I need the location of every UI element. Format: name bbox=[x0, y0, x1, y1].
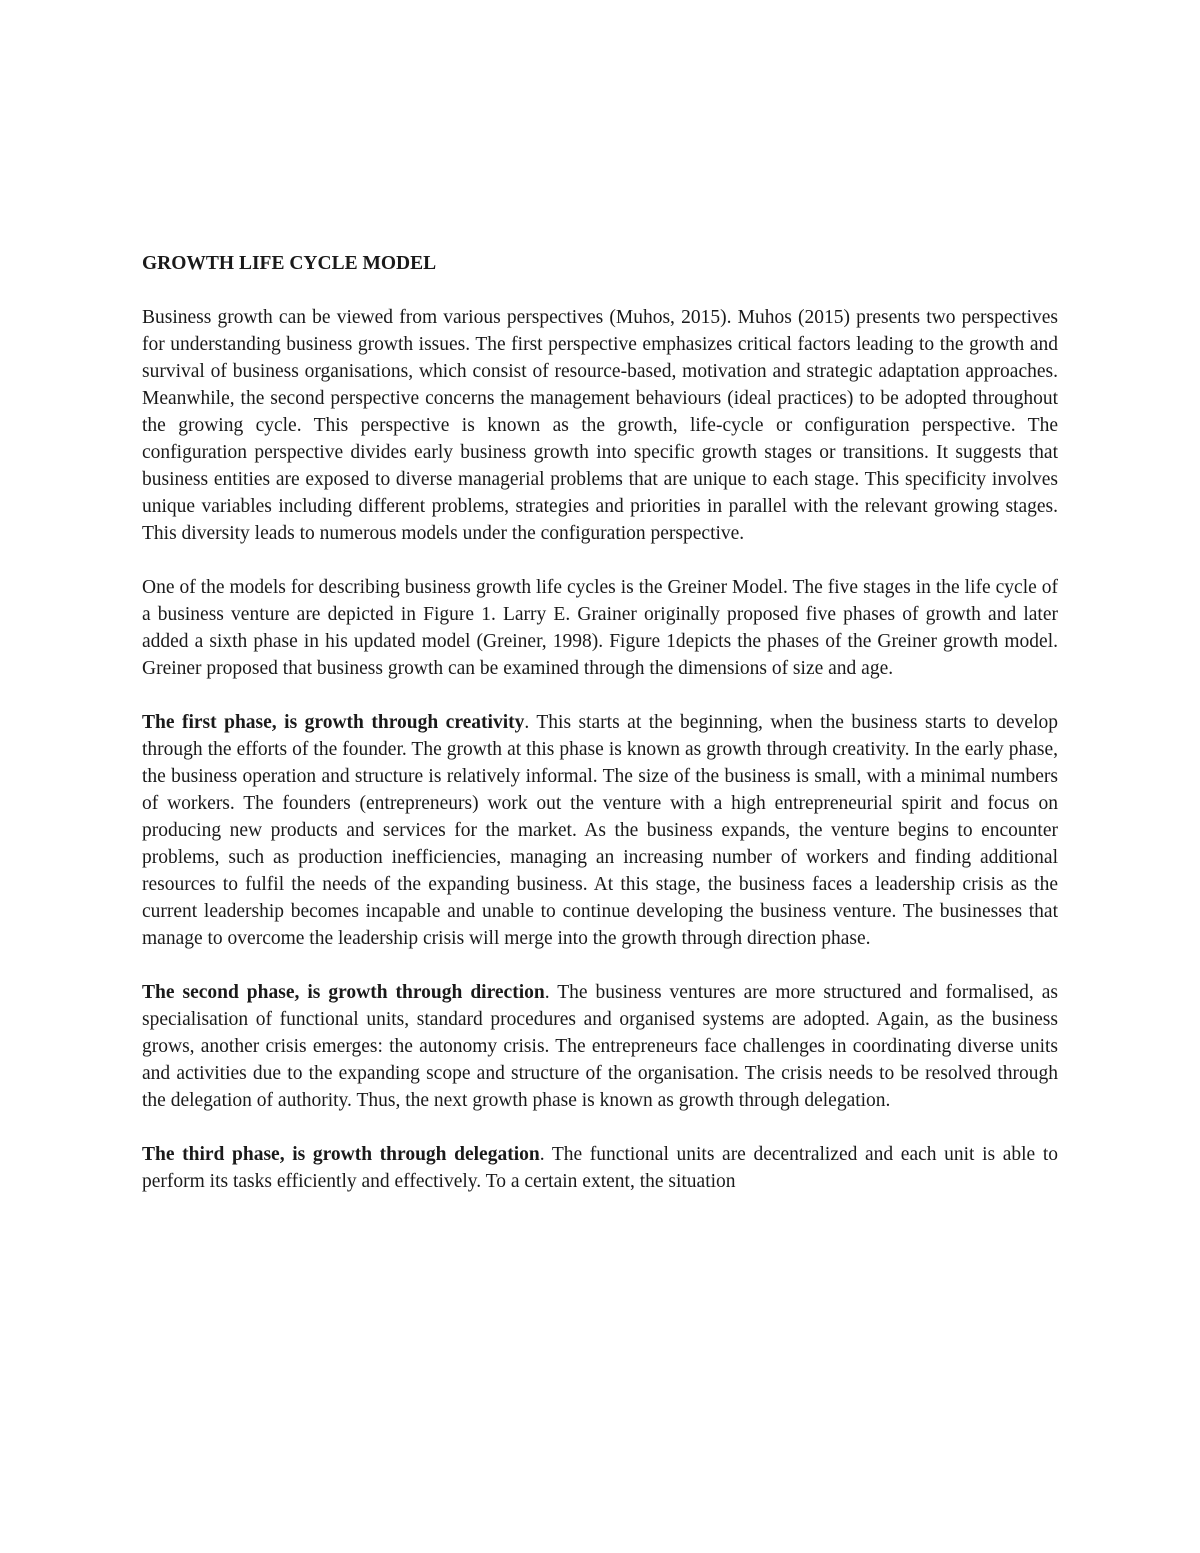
paragraph-lead: The third phase, is growth through delegation bbox=[142, 1144, 540, 1165]
document-page bbox=[142, 250, 1058, 1222]
paragraph-greiner-model bbox=[142, 574, 1058, 682]
paragraph-text: . The business ventures are more structured and formalised, as specialisation of functional units, standard procedures and organised systems are adopted. Again, as the business grows, another crisis emerges: the autonomy crisis. The entrepreneurs face challenges in coordinating diverse units and activities due to the expanding scope and structure of the organisation. The crisis needs to be resolved through the delegation of authority. Thus, the next growth phase is known as growth through delegation. bbox=[142, 982, 1058, 1111]
paragraph-third-phase bbox=[142, 1141, 1058, 1195]
paragraph-text: One of the models for describing business growth life cycles is the Greiner Model. The five stages in the life cycle of a business venture are depicted in Figure 1. Larry E. Grainer originally proposed five phases of growth and later added a sixth phase in his updated model (Greiner, 1998). Figure 1depicts the phases of the Greiner growth model. Greiner proposed that business growth can be examined through the dimensions of size and age. bbox=[142, 577, 1058, 679]
paragraph-text: . The functional units are decentralized and each unit is able to perform its tasks efficiently and effectively. To a certain extent, the situation bbox=[142, 1144, 1058, 1192]
paragraph-text: Business growth can be viewed from various perspectives (Muhos, 2015). Muhos (2015) presents two perspectives for understanding business growth issues. The first perspective emphasizes critical factors leading to the growth and survival of business organisations, which consist of resource-based, motivation and strategic adaptation approaches. Meanwhile, the second perspective concerns the management behaviours (ideal practices) to be adopted throughout the growing cycle. This perspective is known as the growth, life-cycle or configuration perspective. The configuration perspective divides early business growth into specific growth stages or transitions. It suggests that business entities are exposed to diverse managerial problems that are unique to each stage. This specificity involves unique variables including different problems, strategies and priorities in parallel with the relevant growing stages. This diversity leads to numerous models under the configuration perspective. bbox=[142, 307, 1058, 544]
document-title: GROWTH LIFE CYCLE MODEL bbox=[142, 253, 437, 274]
paragraph-lead: The second phase, is growth through direction bbox=[142, 982, 545, 1003]
paragraph-lead: The first phase, is growth through creativity bbox=[142, 712, 525, 733]
paragraph-first-phase bbox=[142, 709, 1058, 952]
paragraph-perspectives bbox=[142, 304, 1058, 547]
paragraph-text: . This starts at the beginning, when the business starts to develop through the efforts of the founder. The growth at this phase is known as growth through creativity. In the early phase, the business operation and structure is relatively informal. The size of the business is small, with a minimal numbers of workers. The founders (entrepreneurs) work out the venture with a high entrepreneurial spirit and focus on producing new products and services for the market. As the business expands, the venture begins to encounter problems, such as production inefficiencies, managing an increasing number of workers and finding additional resources to fulfil the needs of the expanding business. At this stage, the business faces a leadership crisis as the current leadership becomes incapable and unable to continue developing the business venture. The businesses that manage to overcome the leadership crisis will merge into the growth through direction phase. bbox=[142, 712, 1058, 949]
paragraph-second-phase bbox=[142, 979, 1058, 1114]
